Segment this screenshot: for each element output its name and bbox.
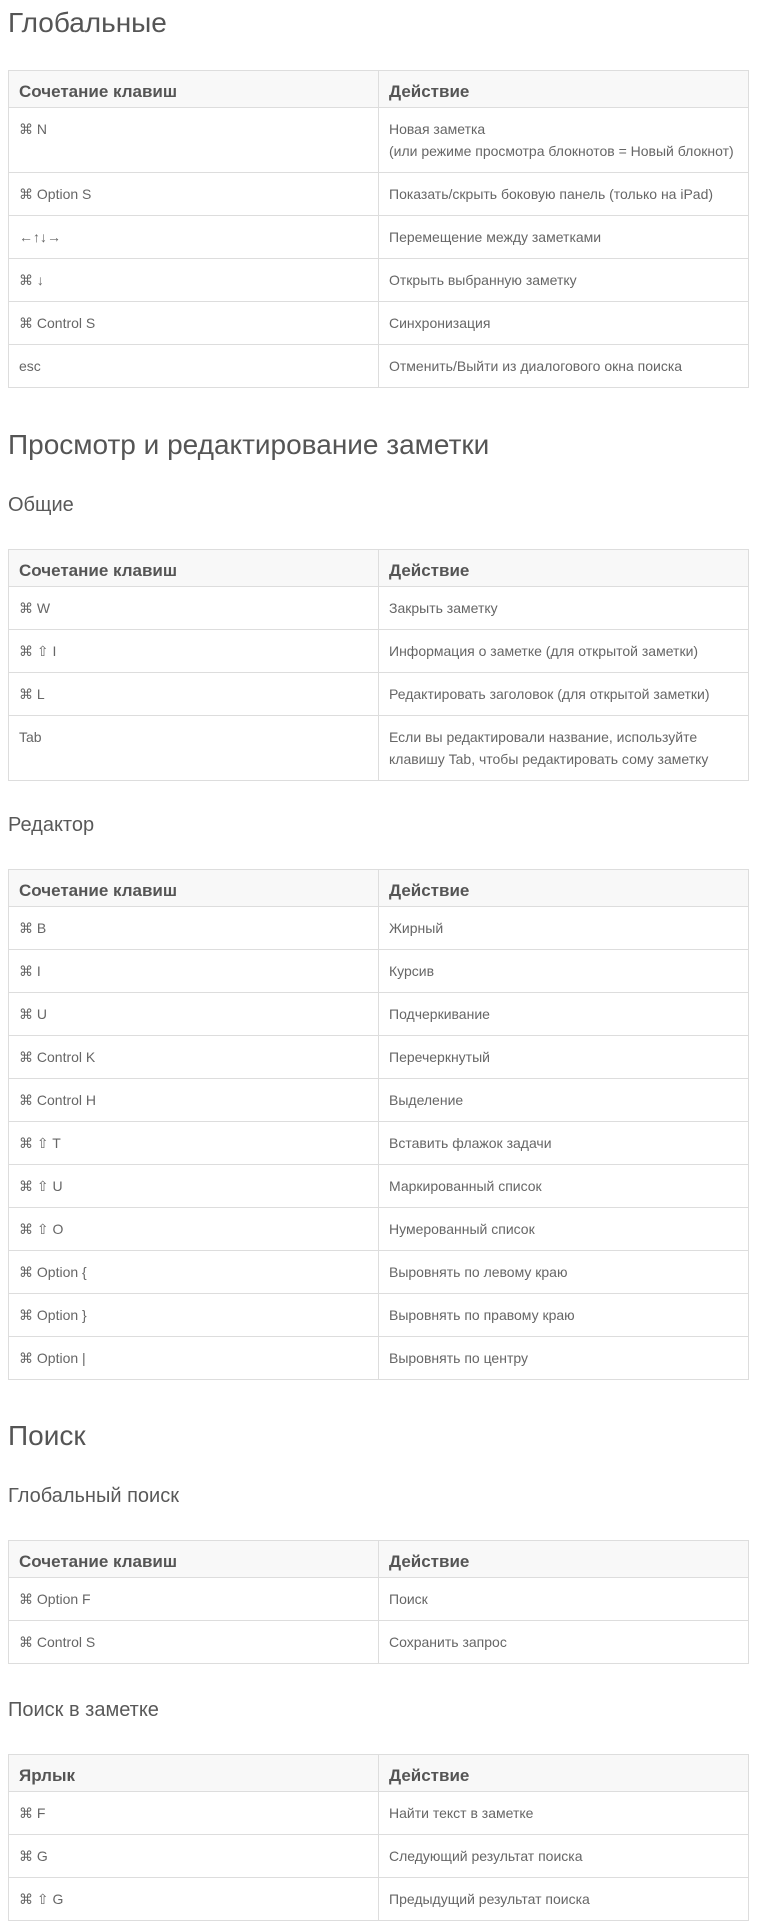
shortcut-action: Если вы редактировали название, используйте: [389, 729, 698, 745]
shortcut-action-cell: [379, 1122, 749, 1165]
shortcut-keys-cell: [9, 1122, 379, 1165]
shortcuts-table-in-note: [8, 1754, 749, 1921]
shortcut-keys-cell: [9, 1036, 379, 1079]
shortcut-action: Поиск: [389, 1591, 428, 1607]
table-row: [9, 345, 749, 388]
shortcut-keys: ←↑↓→: [19, 229, 61, 245]
shortcut-keys: ⌘ Option |: [19, 1350, 86, 1366]
shortcut-action: Новая заметка: [389, 121, 486, 137]
table-row: [9, 1079, 749, 1122]
shortcut-action-cell: [379, 1878, 749, 1921]
shortcut-keys: ⌘ Option {: [19, 1264, 87, 1280]
shortcut-action-cell: [379, 1792, 749, 1835]
table-row: [9, 1337, 749, 1380]
shortcut-action: Жирный: [389, 920, 444, 936]
subsection-heading-in-note: Поиск в заметке: [8, 1699, 159, 1721]
column-header-action: Действие: [379, 1541, 749, 1578]
shortcut-keys: ⌘ I: [19, 963, 41, 979]
shortcut-action-cell: [379, 993, 749, 1036]
shortcut-action-continued: клавишу Tab, чтобы редактировать сому заметку: [389, 751, 709, 767]
column-header-keys: Сочетание клавиш: [9, 550, 379, 587]
shortcut-keys: ⌘ U: [19, 1006, 47, 1022]
shortcut-keys-cell: [9, 259, 379, 302]
shortcut-keys-cell: [9, 1621, 379, 1664]
shortcut-keys-cell: [9, 993, 379, 1036]
section-heading-global: Глобальные: [8, 7, 167, 38]
table-row: [9, 630, 749, 673]
shortcut-action-cell: [379, 1621, 749, 1664]
shortcut-keys: ⌘ Control H: [19, 1092, 97, 1108]
shortcut-action: Выровнять по правому краю: [389, 1307, 575, 1323]
subsection-heading-general: Общие: [8, 494, 74, 516]
table-row: [9, 1578, 749, 1621]
shortcut-keys-cell: [9, 1251, 379, 1294]
shortcut-keys: ⌘ Control S: [19, 1634, 96, 1650]
shortcut-action-cell: [379, 1036, 749, 1079]
shortcut-action: Синхронизация: [389, 315, 491, 331]
shortcut-keys-cell: [9, 173, 379, 216]
section-heading-view-edit: Просмотр и редактирование заметки: [8, 429, 490, 460]
table-row: [9, 173, 749, 216]
shortcut-action-cell: [379, 1251, 749, 1294]
table-row: [9, 1251, 749, 1294]
shortcut-action-cell: [379, 216, 749, 259]
shortcut-action-cell: [379, 302, 749, 345]
shortcut-keys: ⌘ Control K: [19, 1049, 96, 1065]
table-row: [9, 993, 749, 1036]
table-row: [9, 1878, 749, 1921]
column-header-action: Действие: [379, 550, 749, 587]
shortcut-action-cell: [379, 907, 749, 950]
shortcut-action: Найти текст в заметке: [389, 1805, 534, 1821]
shortcut-action: Сохранить запрос: [389, 1634, 507, 1650]
shortcut-keys: ⌘ L: [19, 686, 45, 702]
table-row: [9, 673, 749, 716]
shortcut-action-cell: [379, 1294, 749, 1337]
shortcut-action: Информация о заметке (для открытой заметки): [389, 643, 699, 659]
shortcut-keys: ⌘ ⇧ U: [19, 1178, 63, 1194]
shortcut-keys-cell: [9, 673, 379, 716]
table-row: [9, 716, 749, 781]
shortcut-keys: ⌘ Option S: [19, 186, 92, 202]
shortcut-action: Предыдущий результат поиска: [389, 1891, 590, 1907]
table-row: [9, 950, 749, 993]
shortcut-keys-cell: [9, 630, 379, 673]
shortcut-action: Выровнять по центру: [389, 1350, 528, 1366]
column-header-keys: Сочетание клавиш: [9, 1541, 379, 1578]
shortcut-keys: ⌘ ⇧ O: [19, 1221, 64, 1237]
shortcuts-table-global: [8, 70, 749, 388]
shortcut-keys: ⌘ ⇧ T: [19, 1135, 61, 1151]
table-row: [9, 907, 749, 950]
shortcut-keys-cell: [9, 302, 379, 345]
shortcuts-table-editor: [8, 869, 749, 1380]
shortcuts-table-global-search: [8, 1540, 749, 1664]
table-header-row: [9, 1755, 749, 1792]
shortcut-keys: ⌘ Option F: [19, 1591, 91, 1607]
column-header-action: Действие: [379, 870, 749, 907]
shortcut-action-cell: [379, 587, 749, 630]
shortcut-keys: ⌘ W: [19, 600, 51, 616]
shortcut-action-cell: [379, 259, 749, 302]
column-header-action: Действие: [379, 71, 749, 108]
shortcut-action: Маркированный список: [389, 1178, 542, 1194]
shortcut-action: Курсив: [389, 963, 435, 979]
shortcut-action: Закрыть заметку: [389, 600, 498, 616]
subsection-heading-editor: Редактор: [8, 814, 95, 836]
section-heading-search: Поиск: [8, 1420, 86, 1451]
column-header-keys: Ярлык: [9, 1755, 379, 1792]
shortcut-keys: ⌘ N: [19, 121, 47, 137]
table-row: [9, 587, 749, 630]
table-row: [9, 216, 749, 259]
shortcut-keys: Tab: [19, 729, 42, 745]
shortcut-action-cell: [379, 1208, 749, 1251]
table-row: [9, 1165, 749, 1208]
table-row: [9, 1208, 749, 1251]
column-header-action: Действие: [379, 1755, 749, 1792]
table-row: [9, 1835, 749, 1878]
shortcut-action-cell: [379, 1079, 749, 1122]
shortcut-action-cell: [379, 716, 749, 781]
table-row: [9, 108, 749, 173]
shortcut-keys-cell: [9, 950, 379, 993]
table-row: [9, 302, 749, 345]
table-row: [9, 259, 749, 302]
shortcut-action: Выделение: [389, 1092, 464, 1108]
shortcut-keys: ⌘ G: [19, 1848, 48, 1864]
shortcut-keys-cell: [9, 1878, 379, 1921]
shortcut-action-cell: [379, 1578, 749, 1621]
shortcut-action-cell: [379, 108, 749, 173]
shortcut-action: Выровнять по левому краю: [389, 1264, 568, 1280]
shortcut-action-cell: [379, 1165, 749, 1208]
shortcut-action: Нумерованный список: [389, 1221, 535, 1237]
shortcut-action: Перемещение между заметками: [389, 229, 602, 245]
shortcut-keys: esc: [19, 358, 41, 374]
table-header-row: [9, 550, 749, 587]
table-header-row: [9, 1541, 749, 1578]
shortcut-keys-cell: [9, 1165, 379, 1208]
shortcut-action: Редактировать заголовок (для открытой заметки): [389, 686, 710, 702]
table-row: [9, 1122, 749, 1165]
shortcut-action-cell: [379, 630, 749, 673]
table-row: [9, 1792, 749, 1835]
shortcut-keys-cell: [9, 1835, 379, 1878]
table-row: [9, 1294, 749, 1337]
shortcut-keys-cell: [9, 716, 379, 781]
shortcut-keys-cell: [9, 1578, 379, 1621]
shortcut-action: Вставить флажок задачи: [389, 1135, 552, 1151]
shortcut-keys-cell: [9, 907, 379, 950]
shortcut-keys: ⌘ F: [19, 1805, 46, 1821]
shortcut-action-cell: [379, 673, 749, 716]
shortcut-action: Следующий результат поиска: [389, 1848, 583, 1864]
column-header-keys: Сочетание клавиш: [9, 71, 379, 108]
shortcut-keys-cell: [9, 1792, 379, 1835]
shortcut-keys: ⌘ ⇧ I: [19, 643, 57, 659]
shortcut-action: Перечеркнутый: [389, 1049, 490, 1065]
shortcut-keys-cell: [9, 1208, 379, 1251]
shortcut-keys-cell: [9, 1294, 379, 1337]
table-header-row: [9, 870, 749, 907]
shortcut-keys: ⌘ Control S: [19, 315, 96, 331]
shortcut-action-cell: [379, 1835, 749, 1878]
shortcut-keys-cell: [9, 587, 379, 630]
subsection-heading-global-search: Глобальный поиск: [8, 1485, 179, 1507]
shortcut-action: Подчеркивание: [389, 1006, 490, 1022]
shortcut-action-cell: [379, 1337, 749, 1380]
shortcut-action-cell: [379, 173, 749, 216]
shortcut-keys-cell: [9, 108, 379, 173]
column-header-keys: Сочетание клавиш: [9, 870, 379, 907]
shortcut-action: Открыть выбранную заметку: [389, 272, 577, 288]
shortcut-keys: ⌘ Option }: [19, 1307, 87, 1323]
shortcut-action-continued: (или режиме просмотра блокнотов = Новый блокнот): [389, 143, 734, 159]
shortcut-keys: ⌘ ↓: [19, 272, 44, 288]
shortcut-action: Отменить/Выйти из диалогового окна поиска: [389, 358, 683, 374]
shortcut-action-cell: [379, 950, 749, 993]
table-header-row: [9, 71, 749, 108]
shortcut-keys: ⌘ ⇧ G: [19, 1891, 64, 1907]
shortcut-keys-cell: [9, 216, 379, 259]
table-row: [9, 1621, 749, 1664]
table-row: [9, 1036, 749, 1079]
shortcut-action: Показать/скрыть боковую панель (только на iPad): [389, 186, 714, 202]
shortcut-keys-cell: [9, 345, 379, 388]
shortcut-keys-cell: [9, 1337, 379, 1380]
shortcuts-table-general: [8, 549, 749, 781]
shortcut-keys: ⌘ B: [19, 920, 47, 936]
shortcut-keys-cell: [9, 1079, 379, 1122]
shortcut-action-cell: [379, 345, 749, 388]
